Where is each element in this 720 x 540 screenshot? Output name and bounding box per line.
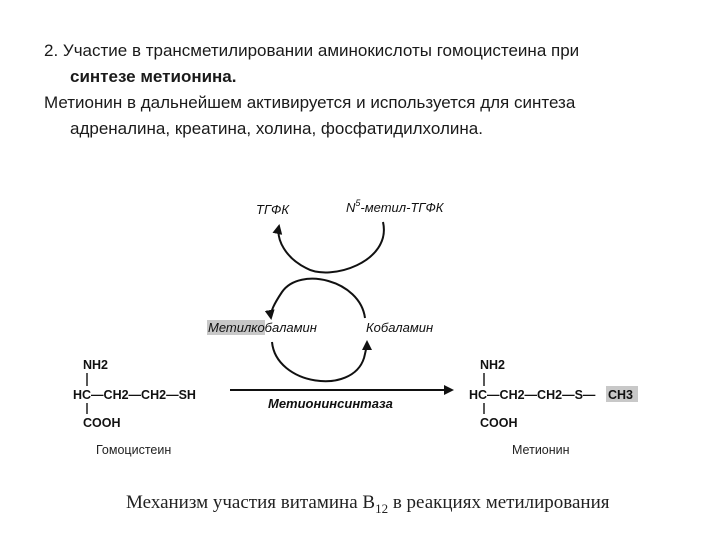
methionine-nh2: NH2 xyxy=(480,358,506,372)
caption-text-end: в реакциях метилирования xyxy=(388,492,610,513)
caption-text: Механизм участия витамина В xyxy=(126,492,376,513)
lower-cycle-arrow-upper xyxy=(271,279,365,318)
methionine-name: Метионин xyxy=(512,443,570,457)
methionine-use-line-1: Метионин в дальнейшем активируется и используется для синтеза xyxy=(44,93,576,112)
upper-cycle-arrow xyxy=(278,222,383,272)
enzyme-label: Метионинсинтаза xyxy=(268,396,393,411)
cobalamin-label: Кобаламин xyxy=(366,320,434,335)
tgfk-label: ТГФК xyxy=(256,202,290,217)
homocysteine-nh2: NH2 xyxy=(83,358,109,372)
diagram-caption xyxy=(126,492,610,517)
transmethylation-line-1: 2. Участие в трансметилировании аминокислоты гомоцистеина при xyxy=(44,41,580,60)
n5-methyl-tgfk-label: $N^5-метил$-ТГФК xyxy=(346,198,444,215)
homocysteine-chain: HC—CH2—CH2—SH xyxy=(73,388,196,402)
homocysteine-name: Гомоцистеин xyxy=(96,443,172,457)
methylcobalamin-label: Метилкобаламин xyxy=(208,320,317,335)
transmethylation-line-2: синтезе метионина. xyxy=(70,67,237,86)
homocysteine-cooh: COOH xyxy=(83,416,121,430)
caption-subscript: 12 xyxy=(375,500,389,516)
methionine-chain: HC—CH2—CH2—S— xyxy=(469,388,596,402)
methionine-ch3: CH3 xyxy=(608,388,634,402)
methionine-cooh: COOH xyxy=(480,416,518,430)
methionine-use-line-2: адреналина, креатина, холина, фосфатидилхолина. xyxy=(70,119,483,138)
lower-cycle-arrow-lower xyxy=(272,342,367,381)
